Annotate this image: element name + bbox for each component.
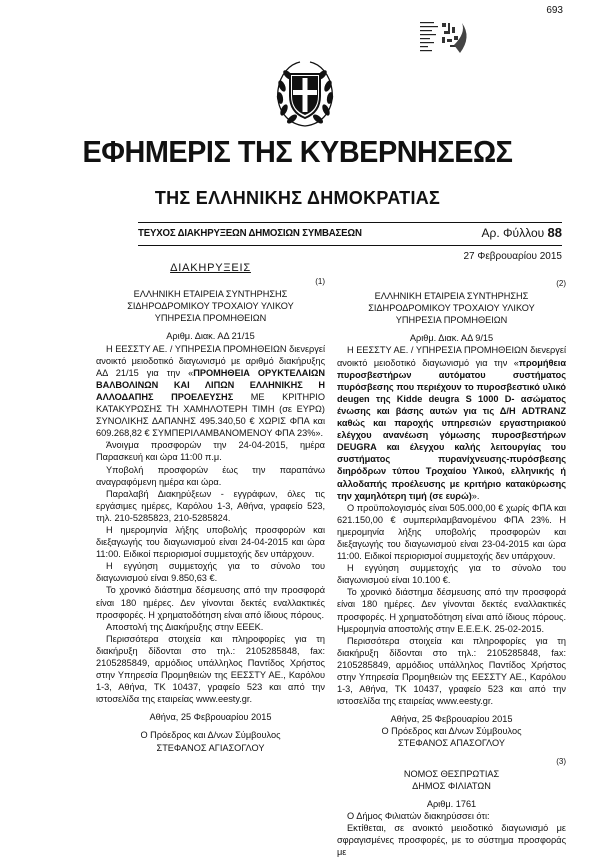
notice-reference: Αριθμ. Διακ. ΑΔ 21/15 xyxy=(166,331,255,342)
issue-date: 27 Φεβρουαρίου 2015 xyxy=(463,251,562,262)
text-run: ΜΕ ΚΡΙΤΗΡΙΟ ΚΑΤΑΚΥΡΩΣΗΣ ΤΗ ΧΑΜΗΛΟΤΕΡΗ ΤΙΜΗ (σε ΕΥΡΩ) ΣΥΝΟΛΙΚΗΣ ΔΑΠΑΝΗΣ 495.340,50 € ΧΩΡΙΣ ΦΠΑ και 609.268,82 € ΣΥΜΠΕΡΙΛΑΜΒΑΝΟΜΕΝΟΥ ΦΠΑ 23%». xyxy=(96,391,325,439)
gazette-subtitle: ΤΗΣ ΕΛΛΗΝΙΚΗΣ ΔΗΜΟΚΡΑΤΙΑΣ xyxy=(154,188,441,208)
notice-number: (2) xyxy=(556,279,566,288)
org-name: ΣΙΔΗΡΟΔΡΟΜΙΚΟΥ ΤΡΟΧΑΙΟΥ ΥΛΙΚΟΥ xyxy=(127,301,294,312)
text-run: Η ΕΕΣΣΤΥ ΑΕ. / ΥΠΗΡΕΣΙΑ ΠΡΟΜΗΘΕΙΩΝ διενεργεί ανοικτό μειοδοτικό διαγωνισμό για την « xyxy=(337,345,566,368)
issue-type: ΤΕΥΧΟΣ ΔΙΑΚΗΡΥΞΕΩΝ ΔΗΜΟΣΙΩΝ ΣΥΜΒΑΣΕΩΝ xyxy=(138,227,362,239)
org-name: ΥΠΗΡΕΣΙΑ ΠΡΟΜΗΘΕΙΩΝ xyxy=(154,313,267,324)
notice-date: Αθήνα, 25 Φεβρουαρίου 2015 xyxy=(149,712,272,723)
notice-paragraph: Παραλαβή Διακηρύξεων - εγγράφων, όλες τις εργάσιμες ημέρες, Καρόλου 1-3, Αθήνα, γραφείο 523, τηλ. 210-5285823, 210-5285824. xyxy=(96,488,325,523)
notice-reference: Αριθμ. 1761 xyxy=(426,798,477,809)
sheet-number: 88 xyxy=(547,225,562,240)
notice-paragraph: Εκτίθεται, σε ανοικτό μειοδοτικό διαγωνισμό με σφραγισμένες προσφορές, με το σύστημα προσφοράς με xyxy=(337,823,566,858)
text-run: Η ΕΕΣΣΤΥ ΑΕ. / ΥΠΗΡΕΣΙΑ ΠΡΟΜΗΘΕΙΩΝ διενεργεί ανοικτό μειοδοτικό διαγωνισμό με αριθμό διακήρυξης ΑΔ 21/15 για την « xyxy=(96,343,325,378)
notice-paragraph: Η εγγύηση συμμετοχής για το σύνολο του διαγωνισμού είναι 9.850,63 €. xyxy=(96,561,325,584)
column-right xyxy=(337,262,566,858)
notice-date: Αθήνα, 25 Φεβρουαρίου 2015 xyxy=(390,714,513,725)
section-title: ΔΙΑΚΗΡΥΞΕΙΣ xyxy=(170,262,251,274)
org-name: ΕΛΛΗΝΙΚΗ ΕΤΑΙΡΕΙΑ ΣΥΝΤΗΡΗΣΗΣ xyxy=(374,291,529,302)
gazette-title: ΕΦΗΜΕΡΙΣ ΤΗΣ ΚΥΒΕΡΝΗΣΕΩΣ xyxy=(82,134,513,169)
org-name: ΕΛΛΗΝΙΚΗ ΕΤΑΙΡΕΙΑ ΣΥΝΤΗΡΗΣΗΣ xyxy=(133,289,288,300)
org-name: ΥΠΗΡΕΣΙΑ ΠΡΟΜΗΘΕΙΩΝ xyxy=(395,315,508,326)
notice-reference: Αριθμ. Διακ. ΑΔ 9/15 xyxy=(409,333,494,344)
notice-paragraph: Αποστολή της Διακήρυξης στην ΕΕΕΚ. xyxy=(106,621,264,632)
notice-paragraph: Περισσότερα στοιχεία και πληροφορίες για τη διακήρυξη δίδονται στο τηλ.: 2105285848, fax: 2105285849, αρμόδιος υπάλληλος Παντίδος Χρήστος στην Υπηρεσία Προμηθειών της ΕΕΣΣΤΥ ΑΕ., Καρόλου 1-3, Αθήνα, ΤΚ 10437, γραφείο 523 και από την ιστοσελίδα της εταιρείας www.eesty.gr. xyxy=(337,635,566,707)
notice-paragraph: Άνοιγμα προσφορών την 24-04-2015, ημέρα Παρασκευή και ώρα 11:00 π.μ. xyxy=(96,440,325,463)
notice-paragraph: Υποβολή προσφορών έως την παραπάνω αναγραφόμενη ημέρα και ώρα. xyxy=(96,464,325,487)
org-name: ΔΗΜΟΣ ΦΙΛΙΑΤΩΝ xyxy=(412,780,491,791)
notice-paragraph: Το χρονικό διάστημα δέσμευσης από την προσφορά είναι 180 ημέρες. Δεν γίνονται δεκτές εναλλακτικές προσφορές. Η χρηματοδότηση είναι από ίδιους πόρους. xyxy=(96,585,325,620)
notice-number: (3) xyxy=(556,756,566,766)
notice-paragraph: Περισσότερα στοιχεία και πληροφορίες για τη διακήρυξη δίδονται στο τηλ.: 2105285848, fax: 2105285849, αρμόδιος υπάλληλος Παντίδος Χρήστος στην Υπηρεσία Προμηθειών της ΕΕΣΣΤΥ ΑΕ., Καρόλου 1-3, Αθήνα, ΤΚ 10437, γραφείο 523 και από την ιστοσελίδα της εταιρείας www.eesty.gr. xyxy=(96,633,325,705)
signatory-role: Ο Πρόεδρος και Δ/νων Σύμβουλος xyxy=(140,730,281,741)
text-run-bold: ΠΡΟΜΗΘΕΙΑ ΟΡΥΚΤΕΛΑΙΩΝ ΒΑΛΒΟΛΙΝΩΝ ΚΑΙ ΛΙΠΩΝ ΕΛΛΗΝΙΚΗΣ Η ΑΛΛΟΔΑΠΗΣ ΠΡΟΕΛΕΥΣΗΣ xyxy=(96,367,325,402)
notice-paragraph: Ο προϋπολογισμός είναι 505.000,00 € χωρίς ΦΠΑ και 621.150,00 € συμπεριλαμβανομένου ΦΠΑ 23%. Η ημερομηνία λήξης υποβολής προσφορών και διεξαγωγής του διαγωνισμού είναι 23-04-2015 και ώρα 11:00. Ειδικοί περιορισμοί συμμετοχής δεν υπάρχουν. xyxy=(337,502,566,562)
header-rule-bottom xyxy=(138,245,562,246)
barcode-stamp-icon xyxy=(420,19,482,69)
org-name: ΣΙΔΗΡΟΔΡΟΜΙΚΟΥ ΤΡΟΧΑΙΟΥ ΥΛΙΚΟΥ xyxy=(368,303,535,314)
text-run-bold: προμήθεια πυροσβεστήρων αυτόματου συστήματος πυρόσβεσης που περιέχουν το πυροσβεστικό υλικό deugen της Kidde deugra S 1000 D- ασώματος ένωσης και βάσης αυτών για τις Δ/Η ADTRANZ καθώς και παροχής υπηρεσιών εργαστηριακού ελέγχου ανανέωση γόμωσης πυροσβεστήρων DEUGRA και έλεγχου καλής λειτουργίας του συστήματος πυρανίχνευσης-πυρόσβεσης διηρόδρων τύπου Τροχαίου Υλικού, ελληνικής ή αλλοδαπής προέλευσης με κριτήριο κατακύρωσης την χαμηλότερη τιμή (σε ευρώ) xyxy=(337,357,566,501)
signatory-name: ΣΤΕΦΑΝΟΣ ΑΓΙΑΣΟΓΛΟΥ xyxy=(156,742,265,753)
notice-paragraph: Η εγγύηση συμμετοχής για το σύνολο του διαγωνισμού είναι 10.100 €. xyxy=(337,563,566,586)
sheet-label: Αρ. Φύλλου xyxy=(481,226,545,240)
signatory-role: Ο Πρόεδρος και Δ/νων Σύμβουλος xyxy=(381,726,522,737)
notice-paragraph: Η ημερομηνία λήξης υποβολής προσφορών και διεξαγωγής του διαγωνισμού είναι 24-04-2015 και ώρα 11:00. Ειδικοί περιορισμοί συμμετοχής δεν υπάρχουν. xyxy=(96,524,325,560)
notice-paragraph xyxy=(337,344,566,501)
org-name: ΝΟΜΟΣ ΘΕΣΠΡΩΤΙΑΣ xyxy=(403,768,500,779)
notice-paragraph xyxy=(96,343,325,440)
text-run: ». xyxy=(471,490,480,501)
sheet-number-block xyxy=(481,225,562,240)
notice-number: (1) xyxy=(315,277,325,287)
page-number: 693 xyxy=(546,5,563,16)
header-rule-top xyxy=(138,222,562,223)
column-left xyxy=(96,262,325,754)
notice-paragraph: Ο Δήμος Φιλιατών διακηρύσσει ότι: xyxy=(347,810,490,821)
notice-paragraph: Το χρονικό διάστημα δέσμευσης από την προσφορά είναι 180 ημέρες. Δεν γίνονται δεκτές εναλλακτικές προσφορές. Η χρηματοδότηση είναι από ίδιους πόρους. Ημερομηνία αποστολής στην Ε.Ε.Ε.Κ. 25-02-2015. xyxy=(337,587,566,634)
greek-coat-of-arms-icon xyxy=(272,56,338,130)
signatory-name: ΣΤΕΦΑΝΟΣ ΑΠΑΣΟΓΛΟΥ xyxy=(398,738,505,749)
